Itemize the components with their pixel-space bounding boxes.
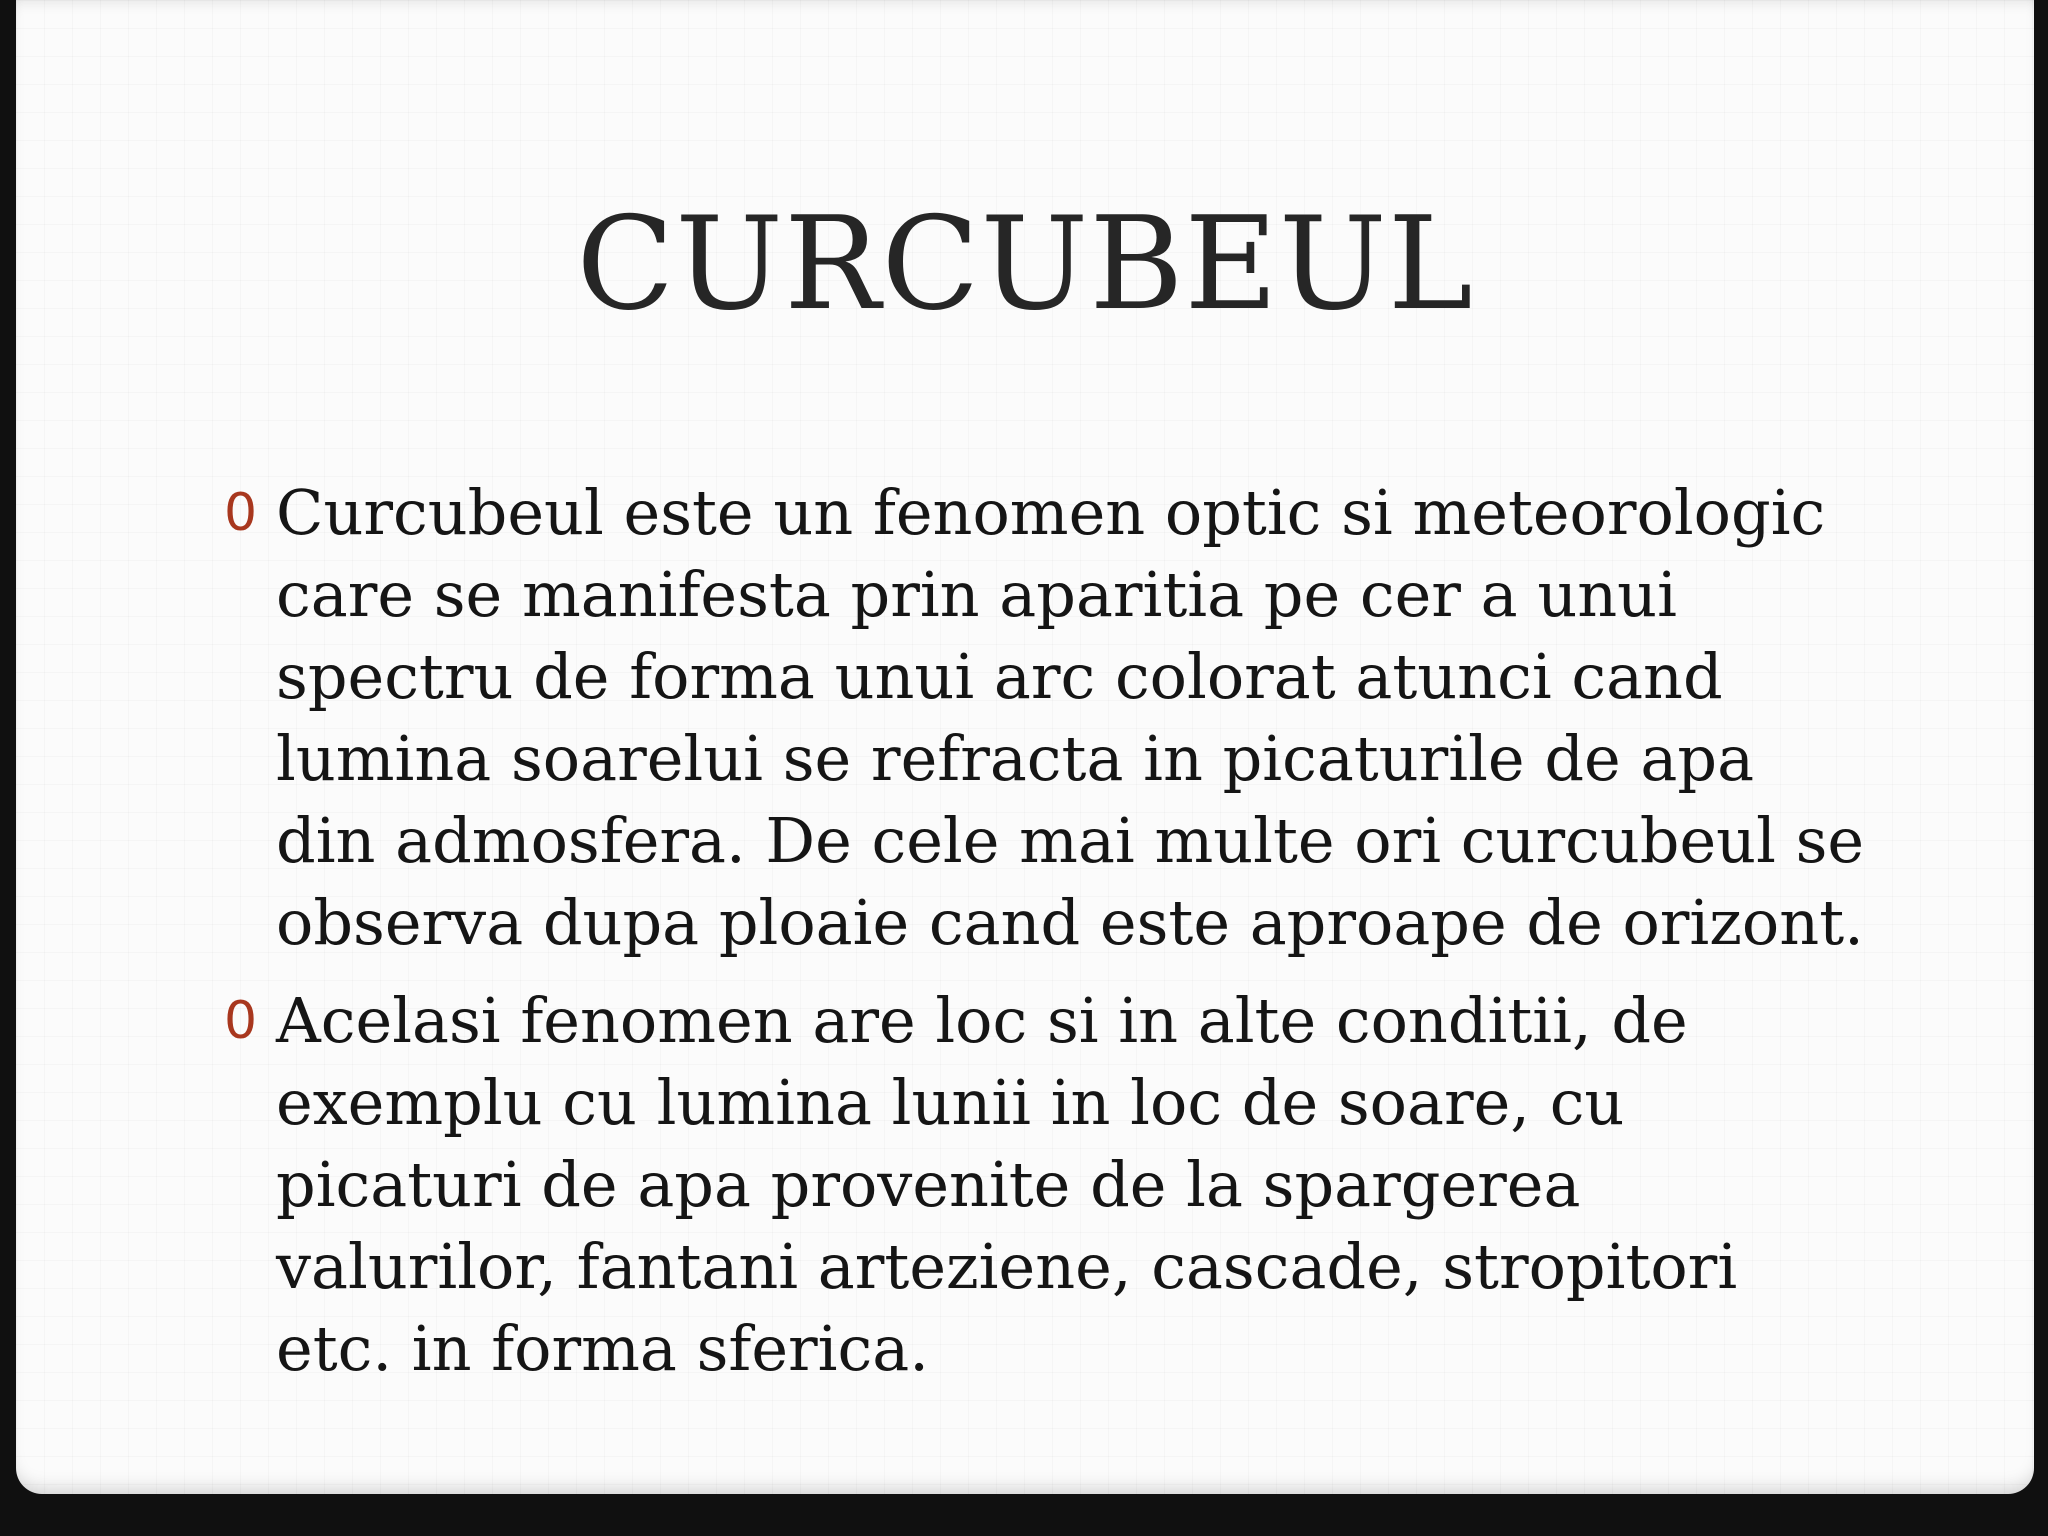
bullet-text: Curcubeul este un fenomen optic si meteorologic care se manifesta prin aparitia pe cer a unui spectru de forma unui arc colorat atunci cand lumina soarelui se refracta in picaturile de apa din admosfera. De cele mai multe ori curcubeul se observa dupa ploaie cand este aproape de orizont. [276, 476, 1865, 959]
slide-title: CURCUBEUL [576, 190, 1474, 339]
bullet-text: Acelasi fenomen are loc si in alte conditii, de exemplu cu lumina lunii in loc de soare, cu picaturi de apa provenite de la spargerea valurilor, fantani arteziene, cascade, stropitori etc. in forma sferica. [276, 984, 1738, 1385]
bullet-marker-icon: 0 [224, 991, 258, 1051]
bullet-marker-icon: 0 [224, 483, 258, 543]
bullet-item-2 [212, 980, 1872, 1390]
slide [16, 0, 2034, 1494]
bullet-item-1 [212, 472, 1872, 964]
bullet-list [212, 472, 1872, 1406]
